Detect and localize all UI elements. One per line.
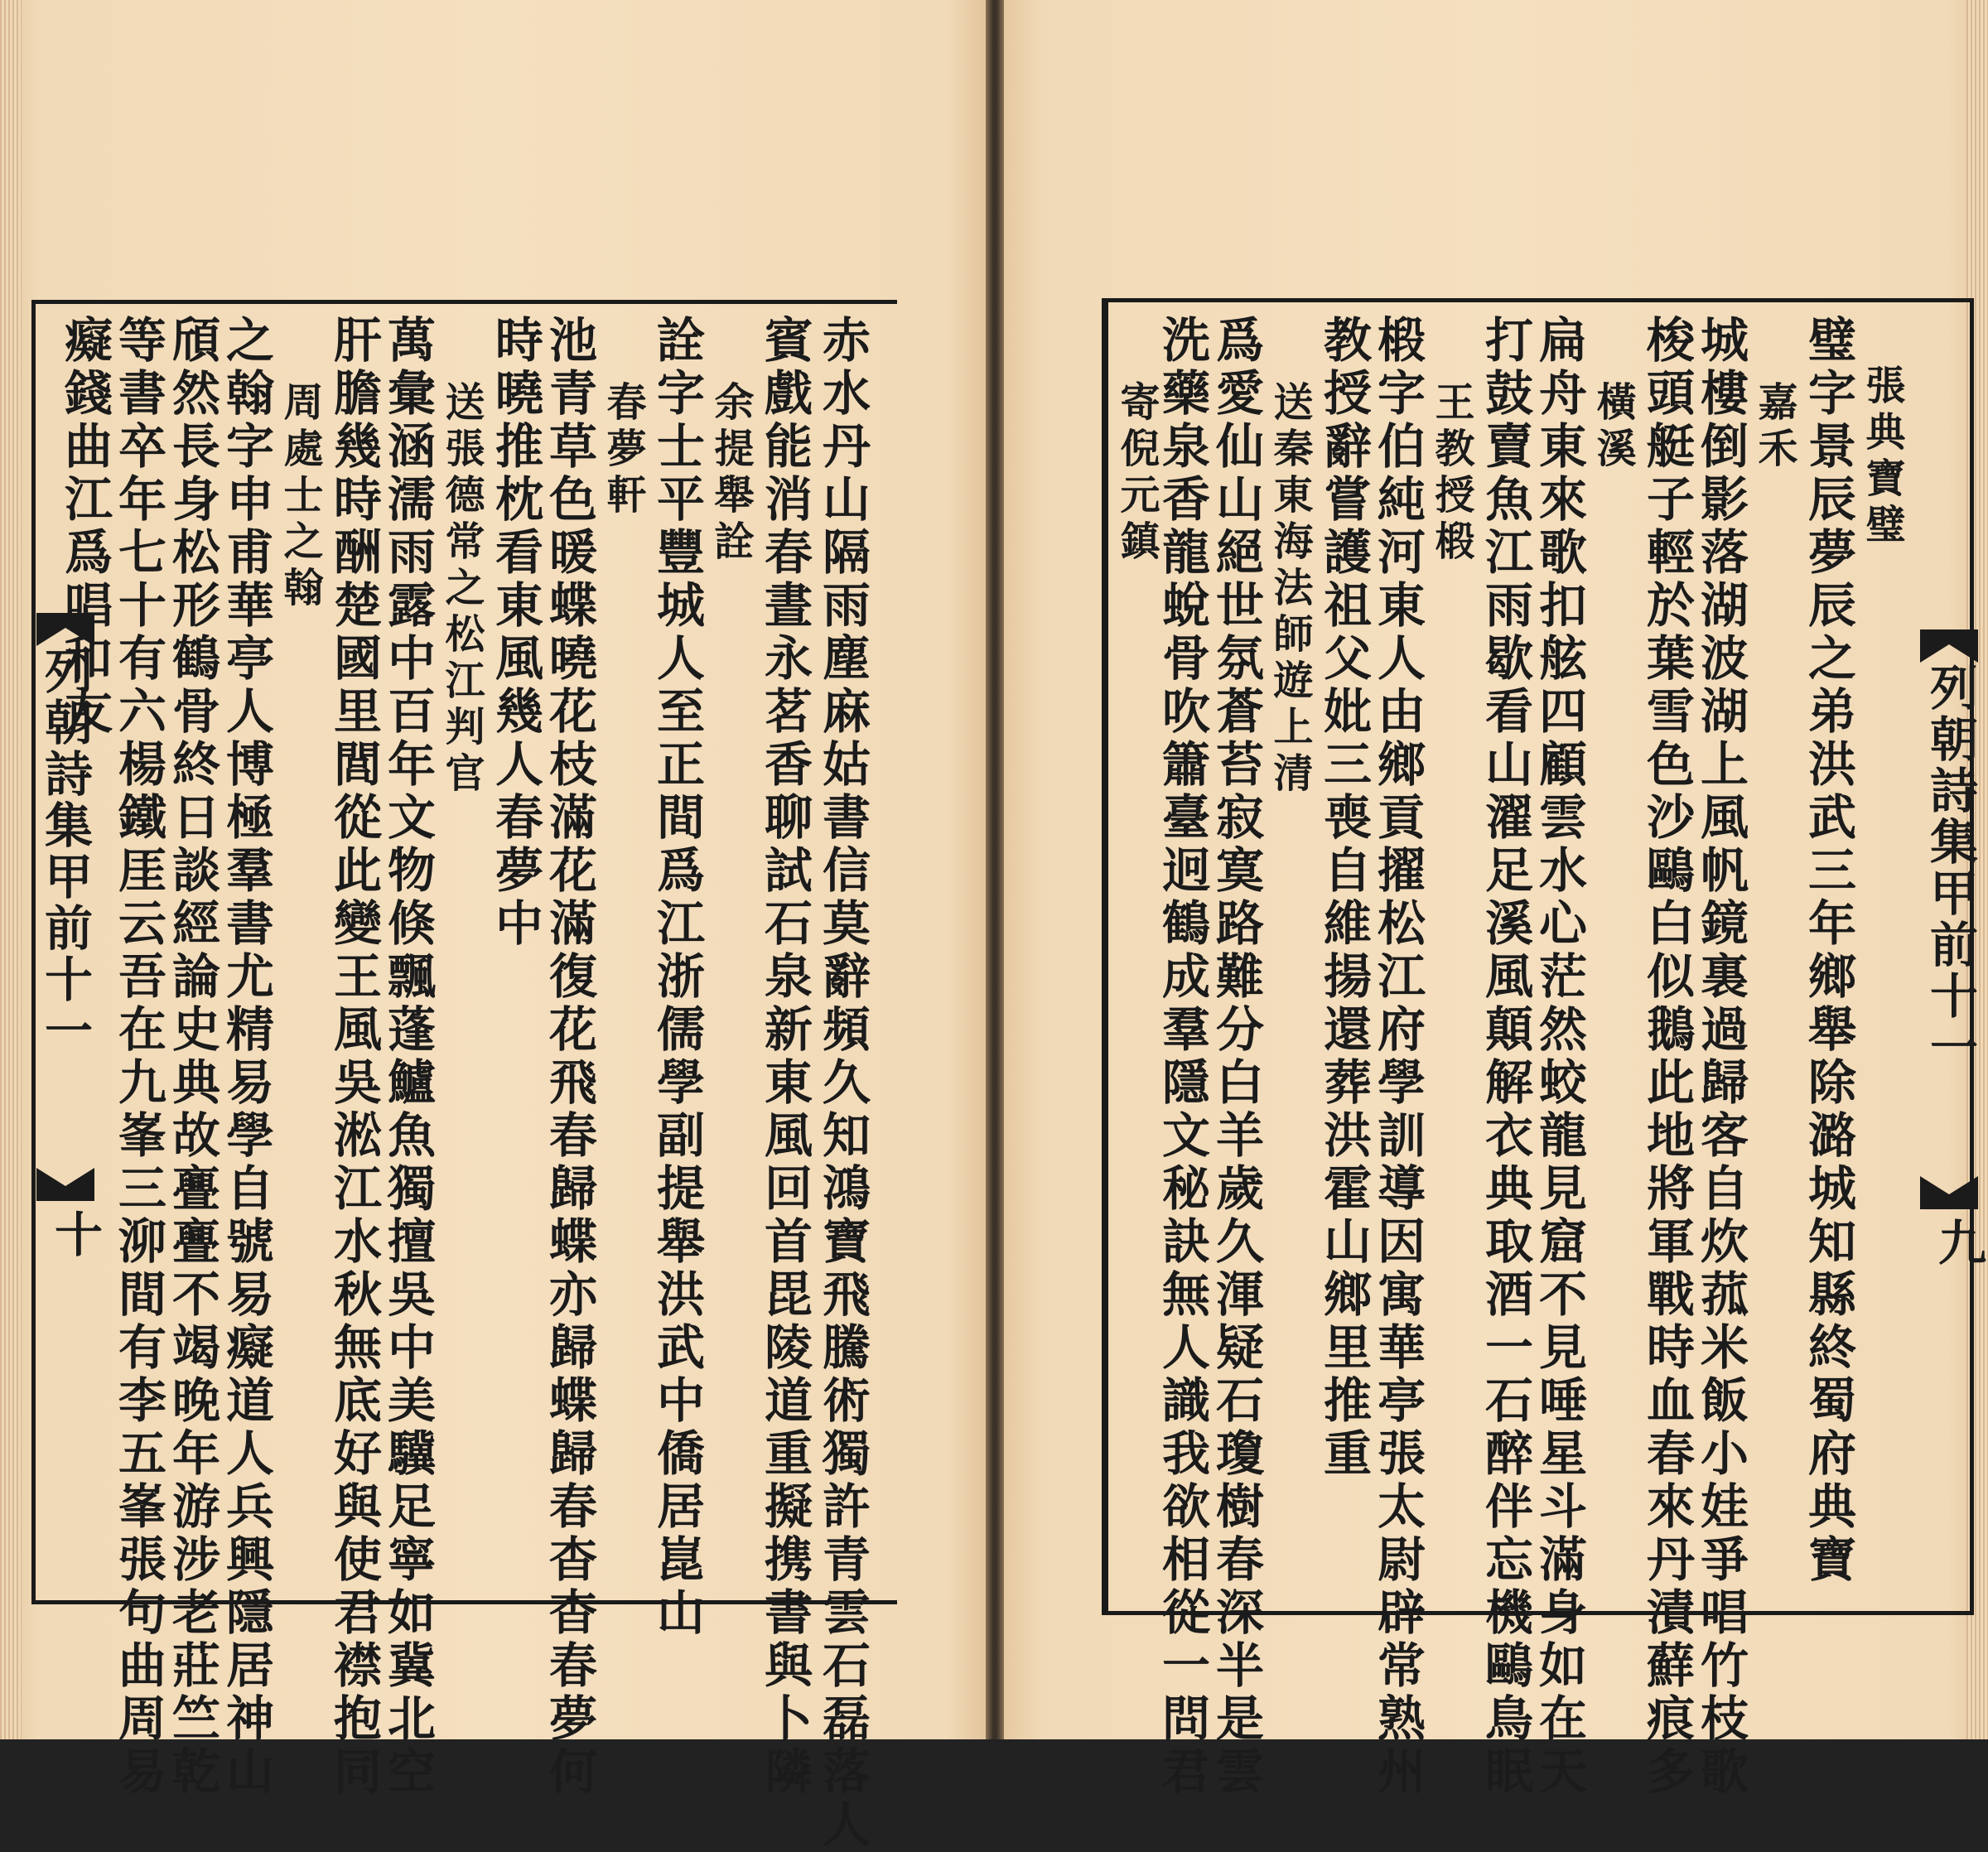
text-column: 詮字士平豐城人至正間爲江浙儒學副提舉洪武中僑居崑山 <box>649 315 705 1640</box>
author-heading: 王教授椴 <box>1428 381 1474 567</box>
author-heading: 張典寶璧 <box>1859 364 1905 550</box>
author-heading: 余提舉詮 <box>707 381 754 567</box>
text-column: 爲愛仙山絕世氛蒼苔寂寞路難分白羊歲久渾疑石瓊樹春深半是雲 <box>1208 315 1264 1799</box>
text-column: 扁舟東來歌扣舷四顧雲水心茫然蛟龍見窟不見唾星斗滿身如在天 <box>1531 315 1587 1799</box>
text-column: 教授辭嘗護祖父妣三喪自維揚還葬洪霍山鄉里推重 <box>1315 315 1372 1481</box>
text-column: 池青草色暖蝶曉花枝滿花滿復花飛春歸蝶亦歸蝶歸春杳杳春夢何 <box>541 315 597 1799</box>
text-column: 璧字景辰夢辰之弟洪武三年鄉舉除潞城知縣終蜀府典寶 <box>1800 315 1856 1587</box>
text-column: 梭頭艇子輕於葉雪色沙鷗白似鵝此地將軍戰時血春來丹漬蘚痕多 <box>1638 315 1695 1799</box>
text-column: 椴字伯純河東人由鄉貢擢松江府學訓導因寓華亭張太尉辟常熟州 <box>1369 315 1426 1799</box>
text-column: 打鼓賣魚江雨歇看山濯足溪風顛解衣典取酒一石醉伴忘機鷗鳥眠 <box>1477 315 1533 1799</box>
text-column: 洗藥泉香龍蛻骨吹簫臺迥鶴成羣隱文秘訣無人識我欲相從一問君 <box>1154 315 1210 1799</box>
poem-title: 送張德常之松江判官 <box>438 381 485 798</box>
text-column: 癡錢曲江爲唱和友 <box>56 315 113 739</box>
text-column: 城樓倒影落湖波湖上風帆鏡裏過歸客自炊菰米飯小娃爭唱竹枝歌 <box>1692 315 1749 1799</box>
poem-title: 送秦東海法師遊上清 <box>1267 381 1313 798</box>
book-gutter <box>986 0 1004 1739</box>
center-strip-title: 列朝詩集甲前十一 <box>36 646 93 1057</box>
text-column: 賓戲能消春晝永茗香聊試石泉新東風回首毘陵道重擬携書與卜隣 <box>756 315 813 1799</box>
page-edges <box>0 0 22 1739</box>
text-column: 肝膽幾時酬楚國里閭從此變王風吳淞江水秋無底好與使君襟抱同 <box>326 315 382 1799</box>
left-page <box>0 0 986 1852</box>
text-column: 時曉推枕看東風幾人春夢中 <box>487 315 543 951</box>
leaf-number: 九 <box>1930 1218 1986 1266</box>
text-column: 萬彙涵濡雨露中百年文物倏飄蓬鱸魚獨擅吳中美驥足寧如冀北空 <box>379 315 436 1799</box>
text-column: 等書卒年七十有六楊鐵厓云吾在九峯三泖間有李五峯張句曲周易 <box>110 315 166 1799</box>
poem-title: 橫溪 <box>1590 381 1636 474</box>
center-strip-title: 列朝詩集甲前十一 <box>1922 663 1978 1073</box>
text-column: 赤水丹山隔雨塵麻姑書信莫辭頻久知鴻寶飛騰術獨許青雲石磊落人 <box>814 315 871 1852</box>
poem-title: 嘉禾 <box>1751 381 1797 474</box>
poem-title: 寄倪元鎮 <box>1113 381 1160 567</box>
text-column: 之翰字申甫華亭人博極羣書尤精易學自號易癡道人兵興隱居神山 <box>218 315 274 1799</box>
text-column: 頎然長身松形鶴骨終日談經論史典故亹亹不竭晚年游涉老莊竺乾 <box>164 315 220 1799</box>
leaf-number: 十 <box>46 1209 103 1257</box>
poem-title: 春夢軒 <box>600 381 646 520</box>
author-heading: 周處士之翰 <box>277 381 323 613</box>
